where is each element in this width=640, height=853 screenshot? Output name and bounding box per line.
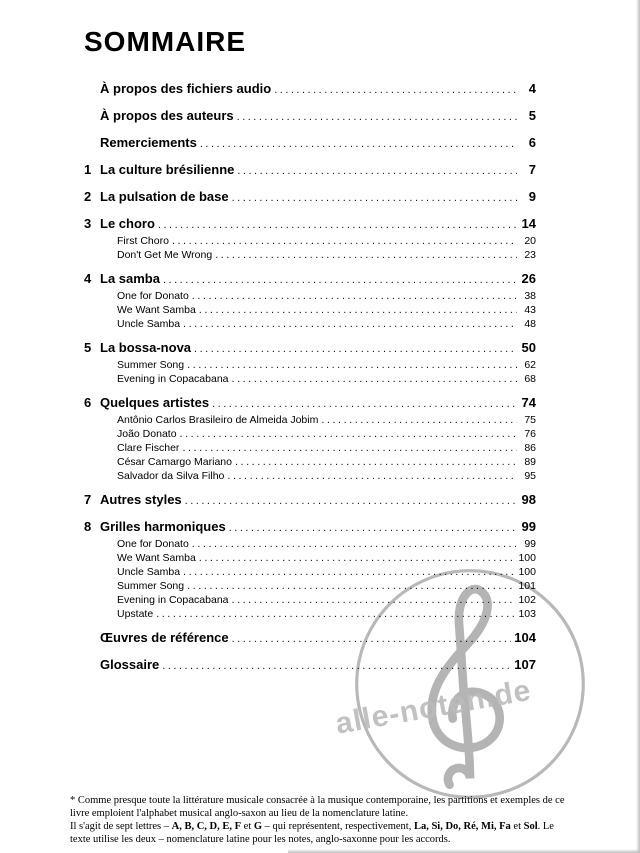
dotted-leader xyxy=(158,215,517,234)
toc-entry-page-number: 107 xyxy=(514,657,536,672)
toc-entry-label: Salvador da Silva Filho xyxy=(117,470,225,482)
toc-entry xyxy=(84,607,536,621)
footnote-text-segment: . Le texte utilise les deux – nomenclature latine pour les notes, anglo-saxonne pour les accords. xyxy=(70,821,554,845)
toc-entry xyxy=(84,107,536,126)
toc-entry-label: Antônio Carlos Brasileiro de Almeida Jobim xyxy=(117,414,319,426)
toc-entry-page-number: 43 xyxy=(524,304,536,316)
toc-entry-page-number: 48 xyxy=(524,318,536,330)
dotted-leader xyxy=(162,656,511,675)
toc-entry xyxy=(84,161,536,180)
toc-entry-page-number: 4 xyxy=(528,81,536,96)
toc-entry-page-number: 23 xyxy=(524,249,536,261)
dotted-leader xyxy=(187,358,517,372)
dotted-leader xyxy=(156,607,515,621)
toc-entry-label: César Camargo Mariano xyxy=(117,456,232,468)
toc-entry-number: 3 xyxy=(84,216,92,231)
dotted-leader xyxy=(183,317,517,331)
toc-entry-label: À propos des fichiers audio xyxy=(100,81,272,96)
toc-entry-page-number: 99 xyxy=(521,519,536,534)
toc-entry-number: 8 xyxy=(84,519,92,534)
toc-entry xyxy=(84,469,536,483)
footnote-text-segment: et xyxy=(241,821,254,832)
dotted-leader xyxy=(185,491,517,510)
toc-entry-page-number: 26 xyxy=(521,271,536,286)
toc-entry xyxy=(84,215,536,234)
toc-entry-label: João Donato xyxy=(117,428,177,440)
toc-entry-label: À propos des auteurs xyxy=(100,108,234,123)
toc-entry-label: Evening in Copacabana xyxy=(117,594,229,606)
toc-entry-number: 2 xyxy=(84,189,92,204)
toc-entry-label: Grilles harmoniques xyxy=(100,519,226,534)
toc-entry xyxy=(84,248,536,262)
toc-entry-page-number: 50 xyxy=(521,340,536,355)
toc-entry-page-number: 62 xyxy=(524,359,536,371)
toc-entry-page-number: 38 xyxy=(524,290,536,302)
toc-entry xyxy=(84,303,536,317)
toc-entry-page-number: 86 xyxy=(524,442,536,454)
dotted-leader xyxy=(215,248,517,262)
toc-entry-label: One for Donato xyxy=(117,290,189,302)
dotted-leader xyxy=(199,551,516,565)
toc-entry-page-number: 95 xyxy=(524,470,536,482)
toc-entry-label: La culture brésilienne xyxy=(100,162,235,177)
toc-entry-page-number: 89 xyxy=(524,456,536,468)
toc-entry-label: Quelques artistes xyxy=(100,395,210,410)
toc-entry-label: Œuvres de référence xyxy=(100,630,229,645)
toc-entry xyxy=(84,455,536,469)
toc-entry-page-number: 68 xyxy=(524,373,536,385)
toc-entry-label: Summer Song xyxy=(117,580,185,592)
toc-entry-label: La samba xyxy=(100,271,160,286)
dotted-leader xyxy=(212,394,517,413)
footnote-paragraph-2 xyxy=(70,820,570,846)
toc-entry xyxy=(84,579,536,593)
toc-entry-label: Remerciements xyxy=(100,135,197,150)
footnote-paragraph-1: * Comme presque toute la littérature musicale consacrée à la musique contemporaine, les partitions et exemples de ce livre emploient l'alphabet musical anglo-saxon au lieu de la nomenclature latine. xyxy=(70,795,565,819)
toc-entry xyxy=(84,317,536,331)
dotted-leader xyxy=(183,565,515,579)
toc-entry-page-number: 100 xyxy=(518,566,536,578)
toc-entry xyxy=(84,413,536,427)
toc-entry xyxy=(84,491,536,510)
toc-entry xyxy=(84,80,536,99)
toc-entry-label: We Want Samba xyxy=(117,304,196,316)
toc-entry-page-number: 102 xyxy=(518,594,536,606)
toc-entry-page-number: 100 xyxy=(518,552,536,564)
dotted-leader xyxy=(232,372,517,386)
dotted-leader xyxy=(274,80,517,99)
toc-entry-page-number: 103 xyxy=(518,608,536,620)
dotted-leader xyxy=(163,270,517,289)
toc-entry-page-number: 7 xyxy=(528,162,536,177)
toc-entry-label: Clare Fischer xyxy=(117,442,180,454)
toc-entry-label: One for Donato xyxy=(117,538,189,550)
toc-entry-page-number: 98 xyxy=(521,492,536,507)
toc-entry xyxy=(84,289,536,303)
toc-entry-page-number: 76 xyxy=(524,428,536,440)
toc-entry xyxy=(84,593,536,607)
scan-edge-right xyxy=(636,0,640,853)
toc-list xyxy=(84,80,536,675)
dotted-leader xyxy=(232,629,512,648)
toc-entry xyxy=(84,518,536,537)
dotted-leader xyxy=(194,339,517,358)
footnote-text-segment: Il s'agit de sept lettres – xyxy=(70,821,172,832)
toc-entry xyxy=(84,134,536,153)
toc-entry xyxy=(84,188,536,207)
toc-entry xyxy=(84,394,536,413)
toc-entry-page-number: 74 xyxy=(521,395,536,410)
dotted-leader xyxy=(235,455,517,469)
footnote-bold-term: Sol xyxy=(523,821,538,832)
dotted-leader xyxy=(232,593,516,607)
toc-entry-label: Glossaire xyxy=(100,657,160,672)
dotted-leader xyxy=(192,289,517,303)
dotted-leader xyxy=(232,188,517,207)
footnote-bold-term: G xyxy=(253,821,263,832)
toc-entry-number: 6 xyxy=(84,395,92,410)
toc-entry xyxy=(84,629,536,648)
toc-entry-page-number: 101 xyxy=(518,580,536,592)
toc-entry-number: 4 xyxy=(84,271,92,286)
toc-entry-label: We Want Samba xyxy=(117,552,196,564)
toc-entry-page-number: 75 xyxy=(524,414,536,426)
toc-entry-label: Autres styles xyxy=(100,492,182,507)
toc-entry-label: Le choro xyxy=(100,216,155,231)
toc-entry-label: Evening in Copacabana xyxy=(117,373,229,385)
toc-entry-label: La pulsation de base xyxy=(100,189,229,204)
toc-entry xyxy=(84,270,536,289)
toc-entry-label: Uncle Samba xyxy=(117,318,181,330)
toc-entry-label: Upstate xyxy=(117,608,154,620)
dotted-leader xyxy=(199,303,517,317)
toc-entry-label: La bossa-nova xyxy=(100,340,192,355)
toc-entry-label: Summer Song xyxy=(117,359,185,371)
dotted-leader xyxy=(187,579,515,593)
toc-entry-page-number: 104 xyxy=(514,630,536,645)
watermark-text: alle-noten.de xyxy=(333,673,534,741)
toc-entry-page-number: 99 xyxy=(524,538,536,550)
dotted-leader xyxy=(237,107,517,126)
toc-entry-page-number: 14 xyxy=(521,216,536,231)
toc-entry-number: 1 xyxy=(84,162,92,177)
toc-entry-page-number: 9 xyxy=(528,189,536,204)
footnote-text-segment: – qui représentent, respectivement, xyxy=(262,821,414,832)
dotted-leader xyxy=(229,518,517,537)
toc-entry-label: Don't Get Me Wrong xyxy=(117,249,213,261)
footnote-bold-term: A, B, C, D, E, F xyxy=(171,821,242,832)
toc-entry-page-number: 6 xyxy=(528,135,536,150)
dotted-leader xyxy=(180,427,517,441)
toc-entry-label: First Choro xyxy=(117,235,169,247)
toc-entry-number: 5 xyxy=(84,340,92,355)
toc-entry-number: 7 xyxy=(84,492,92,507)
toc-entry xyxy=(84,551,536,565)
dotted-leader xyxy=(200,134,517,153)
toc-entry xyxy=(84,372,536,386)
dotted-leader xyxy=(182,441,517,455)
scan-edge-bottom xyxy=(288,849,640,853)
footnote-text-segment: et xyxy=(510,821,524,832)
toc-entry-page-number: 20 xyxy=(524,235,536,247)
dotted-leader xyxy=(192,537,517,551)
toc-entry xyxy=(84,427,536,441)
toc-entry-label: Uncle Samba xyxy=(117,566,181,578)
dotted-leader xyxy=(321,413,517,427)
toc-entry xyxy=(84,537,536,551)
dotted-leader xyxy=(172,234,517,248)
page-title: SOMMAIRE xyxy=(84,26,246,57)
footnote xyxy=(70,794,570,846)
toc-entry xyxy=(84,339,536,358)
toc-entry xyxy=(84,358,536,372)
dotted-leader xyxy=(227,469,517,483)
toc-entry xyxy=(84,656,536,675)
footnote-bold-term: La, Si, Do, Ré, Mi, Fa xyxy=(413,821,511,832)
toc-entry xyxy=(84,441,536,455)
toc-entry xyxy=(84,565,536,579)
dotted-leader xyxy=(237,161,517,180)
toc-entry-page-number: 5 xyxy=(528,108,536,123)
toc-entry xyxy=(84,234,536,248)
